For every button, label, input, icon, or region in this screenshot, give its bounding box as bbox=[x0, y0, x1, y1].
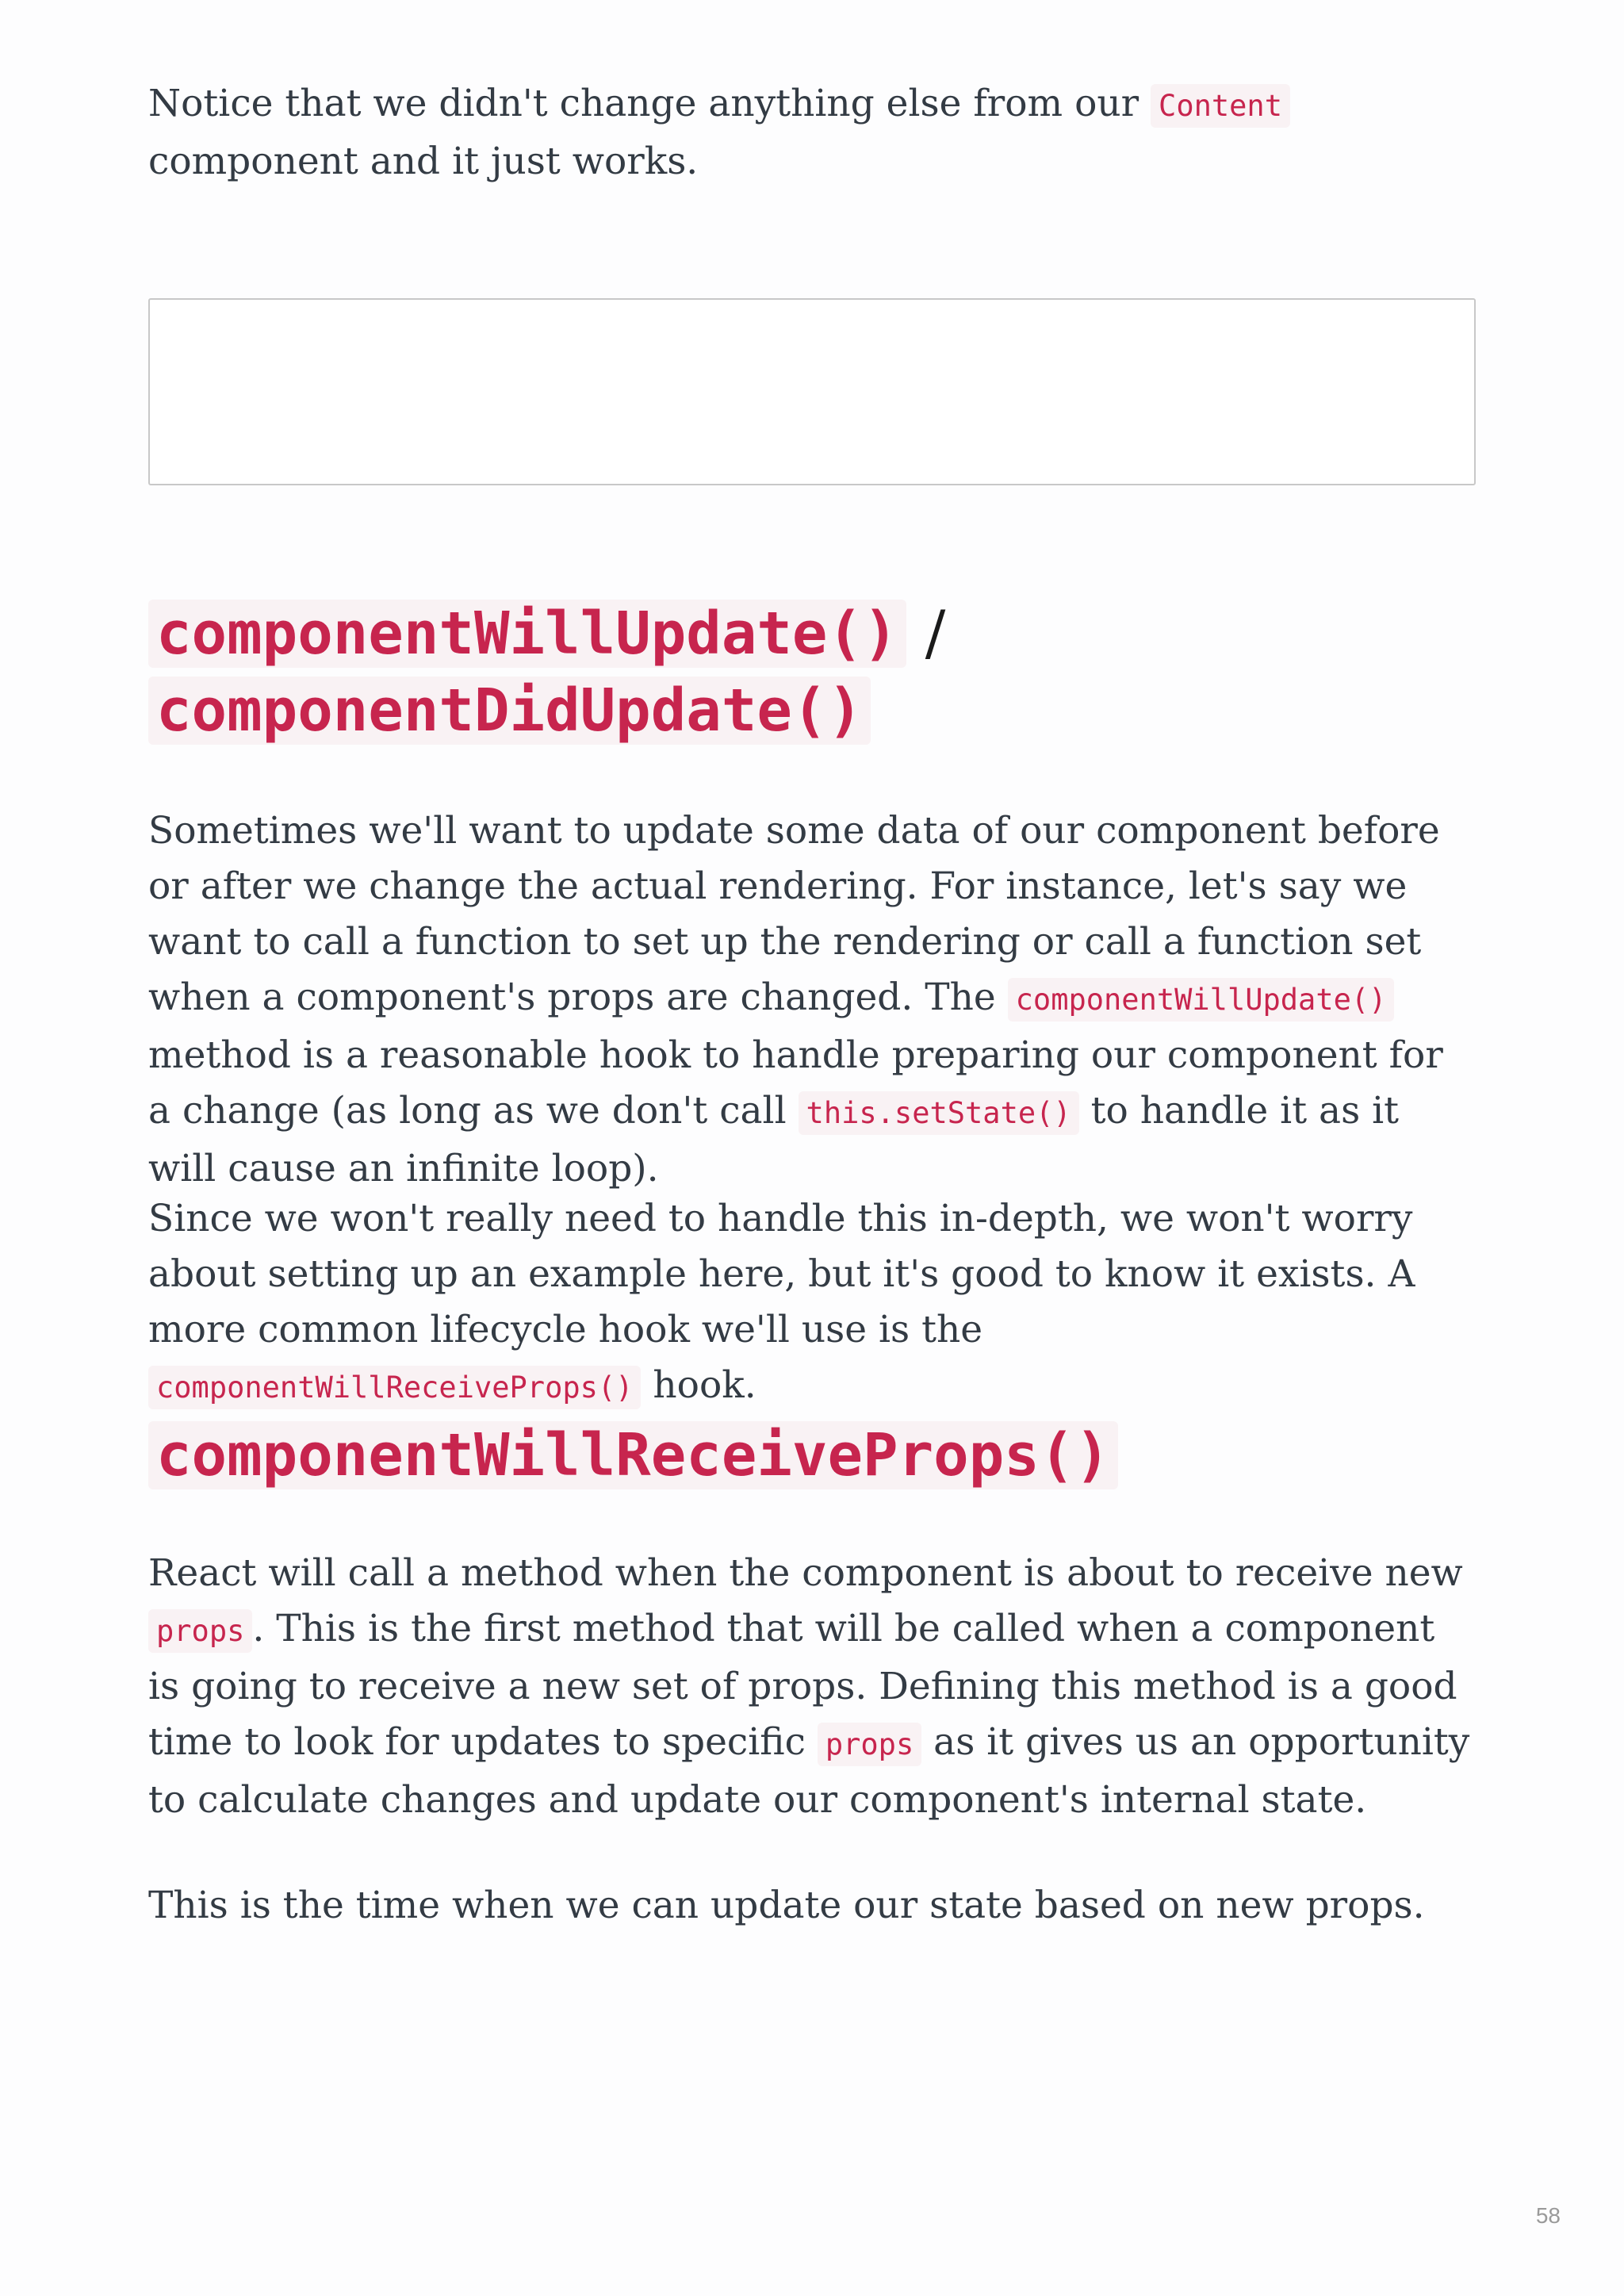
inline-code: Content bbox=[1151, 84, 1290, 128]
inline-code: props bbox=[148, 1609, 252, 1653]
paragraph-receive-props: React will call a method when the component is about to receive new props . This is the first method that will be called when a component is going to receive a new set of props. Defining this method is a good time to look for updates to specific props as it gives us an opportunity to calculate changes and update our component's internal state. bbox=[148, 1551, 1470, 1822]
intro-paragraph: Notice that we didn't change anything else from our Content component and it just works. bbox=[148, 76, 1477, 190]
inline-code: props bbox=[818, 1723, 921, 1766]
paragraph-update-state: This is the time when we can update our state based on new props. bbox=[148, 1884, 1425, 1927]
paragraph-update-hooks: Sometimes we'll want to update some data of our component before or after we change the actual rendering. For instance, let's say we want to call a function to set up the rendering or call a function set when a component's props are changed. The componentWillUpdate() method is a reasonable hook to handle preparing our component for a change (as long as we don't call this.setState() to handle it as it will cause an infinite loop). bbox=[148, 809, 1443, 1190]
inline-code: componentWillUpdate() bbox=[1008, 978, 1395, 1022]
paragraph-common-hook: Since we won't really need to handle this in-depth, we won't worry about setting up an example here, but it's good to know it exists. A more common lifecycle hook we'll use is the componentWillReceiveProps() hook. bbox=[148, 1191, 1477, 1416]
heading-code: componentDidUpdate() bbox=[148, 677, 871, 745]
heading-code: componentWillReceiveProps() bbox=[148, 1421, 1118, 1489]
inline-code: componentWillReceiveProps() bbox=[148, 1366, 641, 1409]
section-heading-component-will-receive-props bbox=[148, 1416, 1477, 1493]
embedded-example-frame[interactable] bbox=[148, 298, 1476, 485]
page-number: 58 bbox=[1535, 2203, 1561, 2228]
heading-code: componentWillUpdate() bbox=[148, 600, 906, 668]
section-heading-component-will-update: componentWillUpdate() / componentDidUpdate() bbox=[148, 595, 1477, 749]
inline-code: this.setState() bbox=[799, 1091, 1079, 1135]
